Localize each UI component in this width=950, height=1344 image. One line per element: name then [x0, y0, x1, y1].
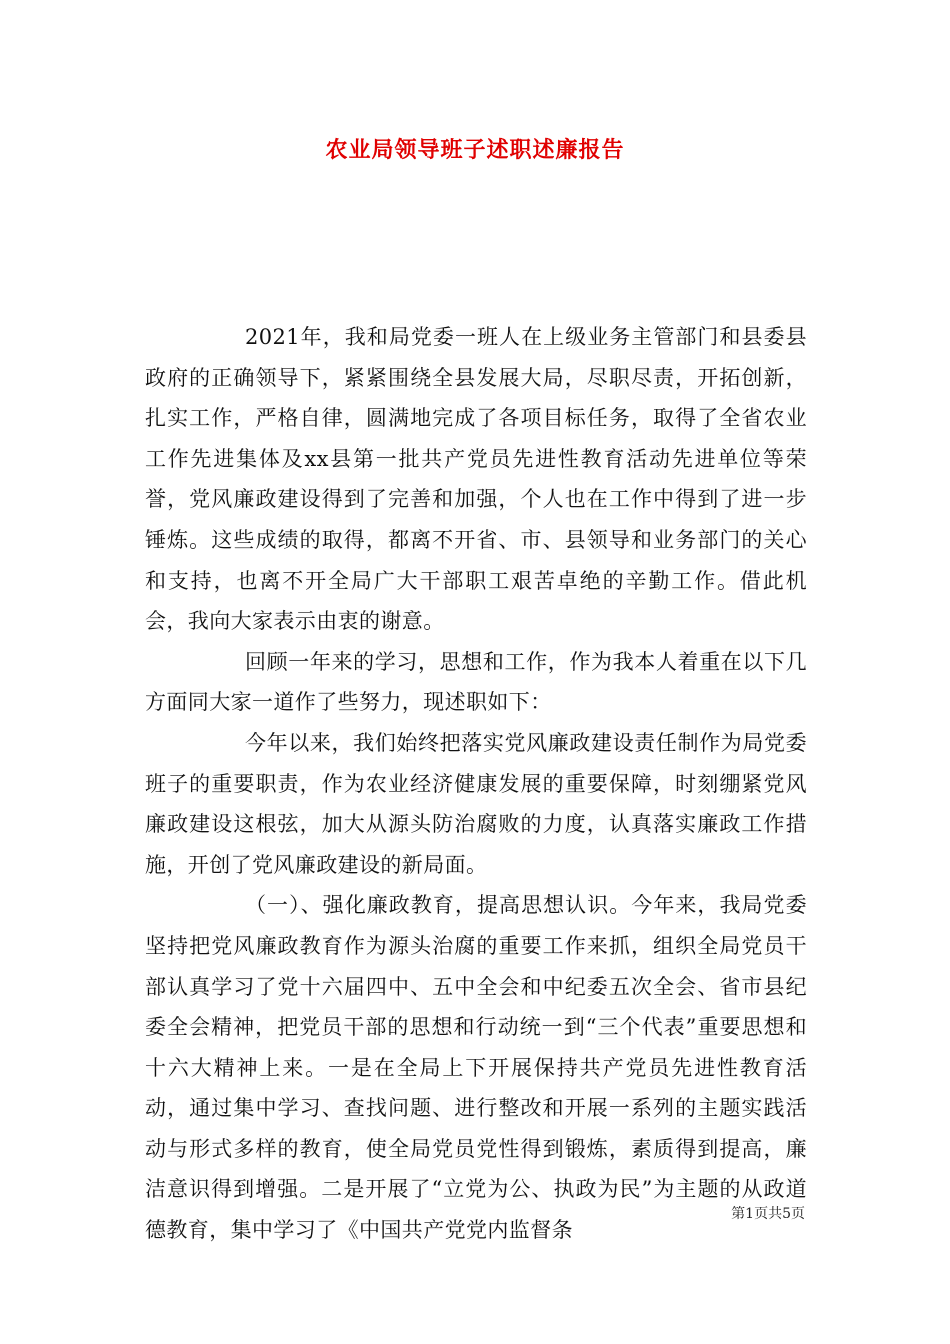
page-number: 第1页共5页	[731, 1206, 805, 1222]
paragraph-review: 回顾一年来的学习，思想和工作，作为我本人着重在以下几方面同大家一道作了些努力，现述职如下：	[145, 649, 807, 715]
document-title: 农业局领导班子述职述廉报告	[325, 137, 625, 163]
paragraph-intro: 2021年，我和局党委一班人在上级业务主管部门和县委县政府的正确领导下，紧紧围绕全县发展大局，尽职尽责，开拓创新，扎实工作，严格自律，圆满地完成了各项目标任务，取得了全省农业工作先进集体及xx县第一批共产党员先进性教育活动先进单位等荣誉，党风廉政建设得到了完善和加强，个人也在工作中得到了进一步锤炼。这些成绩的取得，都离不开省、市、县领导和业务部门的关心和支持，也离不开全局广大干部职工艰苦卓绝的辛勤工作。借此机会，我向大家表示由衷的谢意。	[145, 325, 807, 634]
paragraph-section-one: （一）、强化廉政教育，提高思想认识。今年来，我局党委坚持把党风廉政教育作为源头治腐的重要工作来抓，组织全局党员干部认真学习了党十六届四中、五中全会和中纪委五次全会、省市县纪委全会精神，把党员干部的思想和行动统一到“三个代表”重要思想和十六大精神上来。一是在全局上下开展保持共产党员先进性教育活动，通过集中学习、查找问题、进行整改和开展一系列的主题实践活动与形式多样的教育，使全局党员党性得到锻炼，素质得到提高，廉洁意识得到增强。二是开展了“立党为公、执政为民”为主题的从政道德教育，集中学习了《中国共产党党内监督条	[145, 893, 807, 1243]
paragraph-responsibility: 今年以来，我们始终把落实党风廉政建设责任制作为局党委班子的重要职责，作为农业经济健康发展的重要保障，时刻绷紧党风廉政建设这根弦，加大从源头防治腐败的力度，认真落实廉政工作措施，开创了党风廉政建设的新局面。	[145, 730, 807, 877]
document-body	[145, 317, 807, 1251]
